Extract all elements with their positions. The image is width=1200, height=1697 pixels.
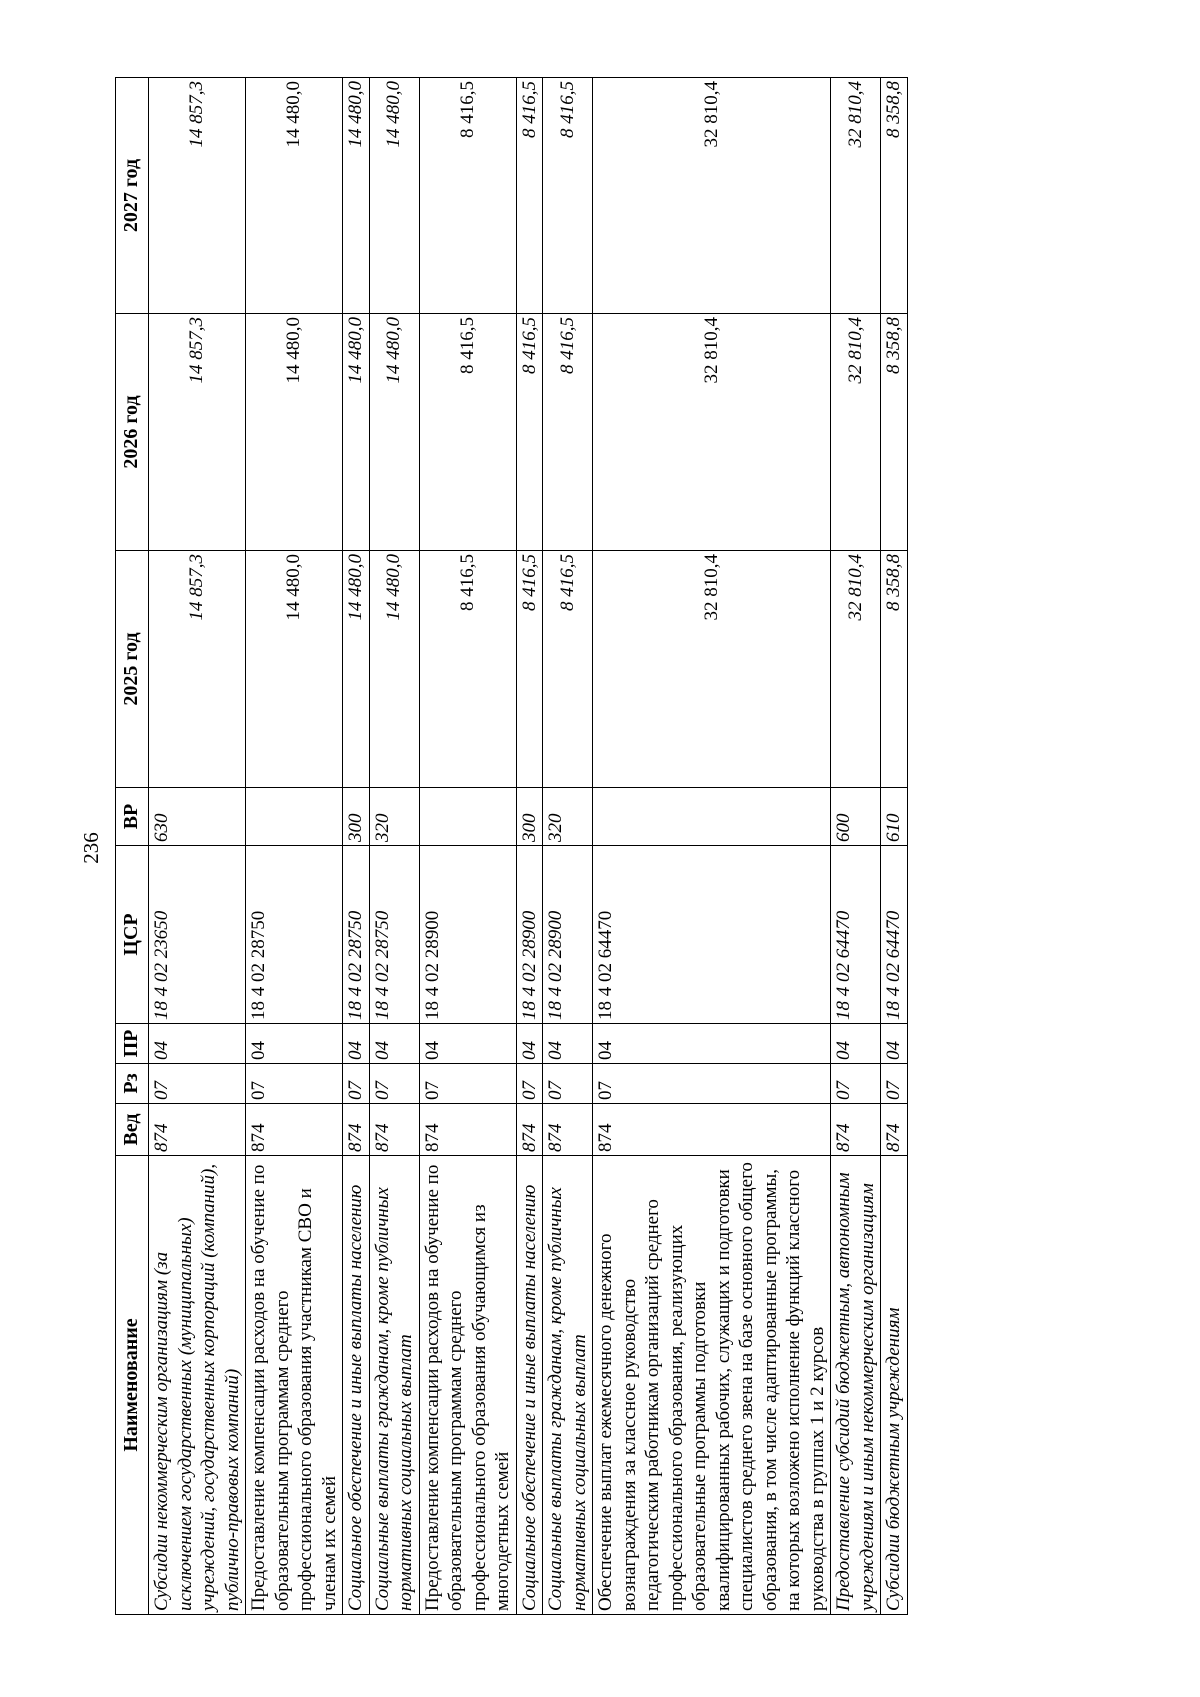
row-2026: 14 480,0 <box>246 314 343 551</box>
row-2027: 8 358,8 <box>881 78 908 314</box>
row-ved: 874 <box>831 1104 881 1156</box>
row-2025: 32 810,4 <box>593 551 831 788</box>
row-name: Предоставление субсидий бюджетным, автономным учреждениям и иным некоммерческим организациям <box>831 1156 881 1615</box>
row-name: Предоставление компенсации расходов на обучение по образовательным программам среднего профессионального образования участникам СВО и членам их семей <box>246 1156 343 1615</box>
row-name: Предоставление компенсации расходов на обучение по образовательным программам среднего профессионального образования обучающимся из многодетных семей <box>419 1156 516 1615</box>
row-ved: 874 <box>369 1104 419 1156</box>
row-2026: 8 358,8 <box>881 314 908 551</box>
row-2026: 32 810,4 <box>593 314 831 551</box>
row-rz: 07 <box>831 1064 881 1104</box>
row-name: Субсидии бюджетным учреждениям <box>881 1156 908 1615</box>
row-vr: 320 <box>369 788 419 846</box>
row-csr: 18 4 02 28900 <box>543 846 593 1024</box>
row-name: Субсидии некоммерческим организациям (за исключением государственных (муниципальных) учреждений, государственных корпораций (компаний), публично-правовых компаний) <box>149 1156 246 1615</box>
row-csr: 18 4 02 64470 <box>881 846 908 1024</box>
row-pr: 04 <box>516 1024 543 1064</box>
row-csr: 18 4 02 28750 <box>246 846 343 1024</box>
row-ved: 874 <box>246 1104 343 1156</box>
table-row <box>593 78 831 1615</box>
row-ved: 874 <box>343 1104 370 1156</box>
row-ved: 874 <box>881 1104 908 1156</box>
row-2027: 32 810,4 <box>593 78 831 314</box>
row-2026: 14 857,3 <box>149 314 246 551</box>
row-2027: 8 416,5 <box>419 78 516 314</box>
page-number: 236 <box>79 832 103 864</box>
row-2027: 14 480,0 <box>369 78 419 314</box>
budget-table-container <box>115 78 1085 1615</box>
row-name: Социальное обеспечение и иные выплаты населению <box>516 1156 543 1615</box>
table-row <box>149 78 246 1615</box>
row-rz: 07 <box>543 1064 593 1104</box>
row-name: Социальное обеспечение и иные выплаты населению <box>343 1156 370 1615</box>
row-vr: 320 <box>543 788 593 846</box>
row-ved: 874 <box>593 1104 831 1156</box>
col-csr-header: ЦСР <box>116 846 149 1024</box>
row-ved: 874 <box>149 1104 246 1156</box>
row-pr: 04 <box>593 1024 831 1064</box>
row-rz: 07 <box>881 1064 908 1104</box>
header-row <box>116 78 149 1615</box>
row-2027: 14 480,0 <box>343 78 370 314</box>
row-csr: 18 4 02 23650 <box>149 846 246 1024</box>
row-csr: 18 4 02 64470 <box>593 846 831 1024</box>
row-rz: 07 <box>149 1064 246 1104</box>
row-csr: 18 4 02 28750 <box>369 846 419 1024</box>
row-pr: 04 <box>369 1024 419 1064</box>
col-ved-header: Вед <box>116 1104 149 1156</box>
row-ved: 874 <box>516 1104 543 1156</box>
row-pr: 04 <box>419 1024 516 1064</box>
row-2026: 8 416,5 <box>516 314 543 551</box>
col-2027-header: 2027 год <box>116 78 149 314</box>
table-row <box>419 78 516 1615</box>
row-vr: 600 <box>831 788 881 846</box>
row-2026: 14 480,0 <box>369 314 419 551</box>
row-rz: 07 <box>343 1064 370 1104</box>
col-pr-header: ПР <box>116 1024 149 1064</box>
row-rz: 07 <box>246 1064 343 1104</box>
row-pr: 04 <box>246 1024 343 1064</box>
table-row <box>246 78 343 1615</box>
row-2025: 14 480,0 <box>369 551 419 788</box>
row-ved: 874 <box>543 1104 593 1156</box>
row-pr: 04 <box>149 1024 246 1064</box>
table-row <box>543 78 593 1615</box>
row-2025: 8 416,5 <box>543 551 593 788</box>
row-vr <box>246 788 343 846</box>
row-2027: 8 416,5 <box>516 78 543 314</box>
table-row <box>343 78 370 1615</box>
row-2027: 32 810,4 <box>831 78 881 314</box>
col-2025-header: 2025 год <box>116 551 149 788</box>
row-2025: 14 480,0 <box>343 551 370 788</box>
row-2025: 8 416,5 <box>516 551 543 788</box>
row-rz: 07 <box>516 1064 543 1104</box>
row-pr: 04 <box>831 1024 881 1064</box>
row-vr <box>419 788 516 846</box>
budget-table <box>115 77 908 1615</box>
row-2025: 8 358,8 <box>881 551 908 788</box>
table-row <box>516 78 543 1615</box>
row-name: Обеспечение выплат ежемесячного денежного вознаграждения за классное руководство педагогическим работникам организаций среднего профессионального образования, реализующих образовательные программы подготовки квалифицированных рабочих, служащих и подготовки специалистов среднего звена на базе основного общего образования, в том числе адаптированные программы, на которых возложено исполнение функций классного руководства в группах 1 и 2 курсов <box>593 1156 831 1615</box>
row-vr: 300 <box>343 788 370 846</box>
row-2025: 8 416,5 <box>419 551 516 788</box>
row-pr: 04 <box>881 1024 908 1064</box>
row-csr: 18 4 02 64470 <box>831 846 881 1024</box>
row-csr: 18 4 02 28900 <box>516 846 543 1024</box>
row-rz: 07 <box>419 1064 516 1104</box>
row-vr: 300 <box>516 788 543 846</box>
row-2026: 14 480,0 <box>343 314 370 551</box>
row-2025: 32 810,4 <box>831 551 881 788</box>
row-csr: 18 4 02 28900 <box>419 846 516 1024</box>
row-2026: 32 810,4 <box>831 314 881 551</box>
row-2025: 14 480,0 <box>246 551 343 788</box>
row-pr: 04 <box>343 1024 370 1064</box>
row-pr: 04 <box>543 1024 593 1064</box>
row-2027: 14 480,0 <box>246 78 343 314</box>
row-csr: 18 4 02 28750 <box>343 846 370 1024</box>
row-2026: 8 416,5 <box>543 314 593 551</box>
col-rz-header: Рз <box>116 1064 149 1104</box>
table-row <box>881 78 908 1615</box>
row-2027: 14 857,3 <box>149 78 246 314</box>
table-row <box>369 78 419 1615</box>
row-rz: 07 <box>369 1064 419 1104</box>
row-2027: 8 416,5 <box>543 78 593 314</box>
row-2026: 8 416,5 <box>419 314 516 551</box>
col-vr-header: ВР <box>116 788 149 846</box>
col-2026-header: 2026 год <box>116 314 149 551</box>
row-name: Социальные выплаты гражданам, кроме публичных нормативных социальных выплат <box>369 1156 419 1615</box>
col-name-header: Наименование <box>116 1156 149 1615</box>
row-name: Социальные выплаты гражданам, кроме публичных нормативных социальных выплат <box>543 1156 593 1615</box>
row-rz: 07 <box>593 1064 831 1104</box>
row-2025: 14 857,3 <box>149 551 246 788</box>
row-ved: 874 <box>419 1104 516 1156</box>
table-row <box>831 78 881 1615</box>
row-vr <box>593 788 831 846</box>
row-vr: 630 <box>149 788 246 846</box>
row-vr: 610 <box>881 788 908 846</box>
